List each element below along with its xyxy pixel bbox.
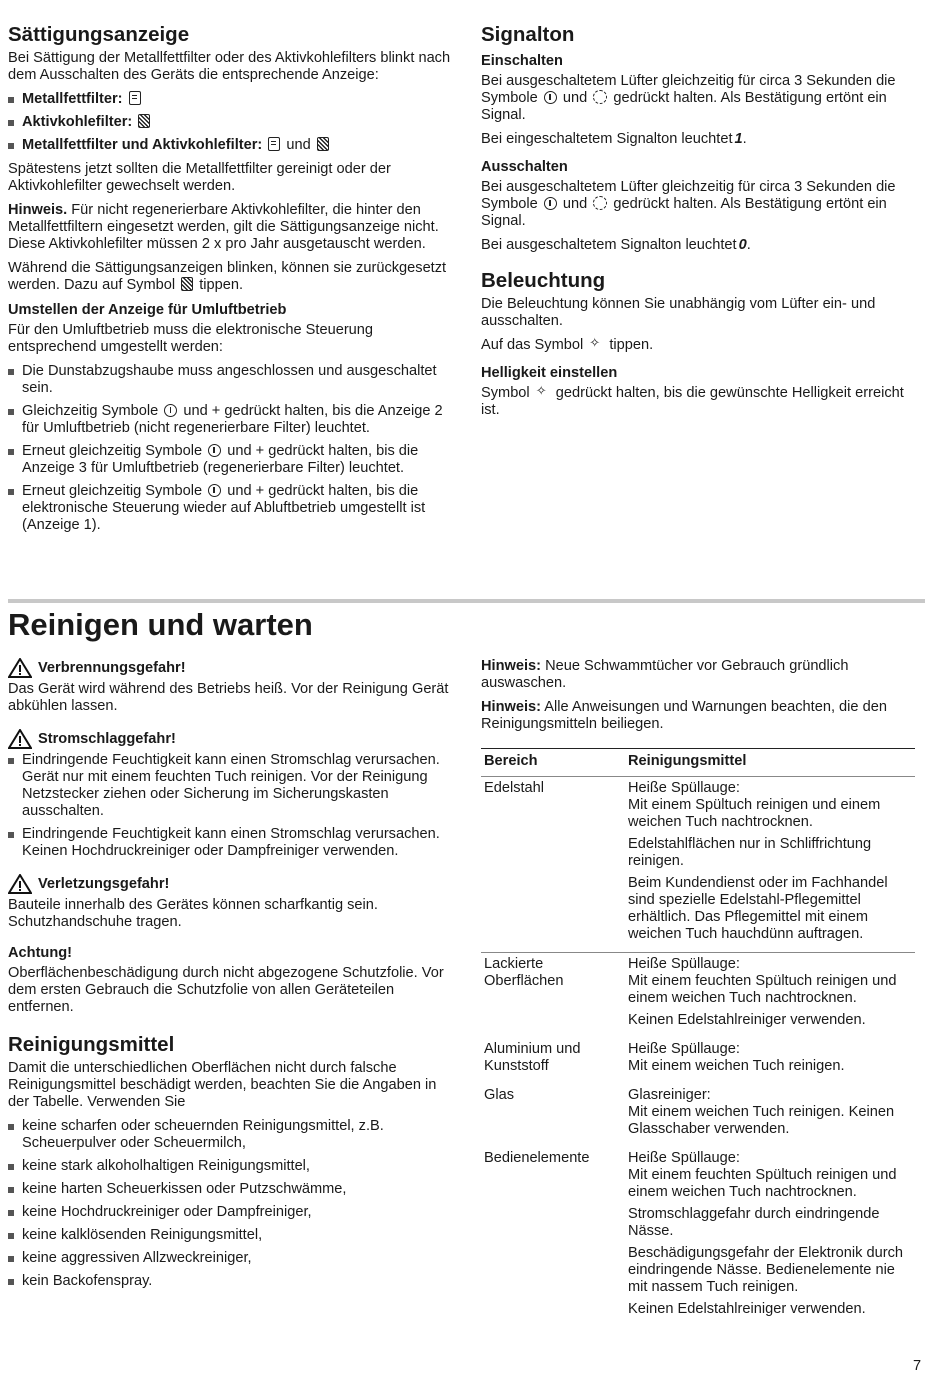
warning-title: Verbrennungsgefahr! [38, 659, 186, 676]
achtung-text: Oberflächenbeschädigung durch nicht abgezogene Schutzfolie. Vor dem ersten Gebrauch die Schutzfolie von allen Geräteteilen entfernen. [8, 965, 444, 1015]
helligkeit-text [481, 385, 926, 419]
warning-triangle-icon [8, 874, 32, 894]
display-digit: 0 [738, 237, 747, 253]
list-item: keine Hochdruckreiniger oder Dampfreiniger, [8, 1204, 456, 1221]
text: und [562, 90, 588, 106]
cleaning-table-section [481, 658, 921, 1327]
cell-bereich: Bedienelemente [484, 1150, 590, 1166]
beleuchtung-heading: Beleuchtung [481, 269, 606, 292]
list-item [8, 403, 456, 437]
hinweis-2 [481, 699, 921, 733]
hinweis-1 [481, 658, 921, 692]
beleuchtung-p2 [481, 337, 926, 354]
carbon-filter-icon [138, 114, 150, 128]
cleaning-table [481, 748, 915, 1327]
cell-bereich: Aluminium und Kunststoff [484, 1041, 581, 1074]
cell-reinigungsmittel [625, 953, 915, 1039]
list-item [8, 137, 456, 154]
cleaning-instruction: Edelstahlflächen nur in Schliffrichtung reinigen. [628, 836, 872, 869]
list-item: keine kalklösenden Reinigungsmittel, [8, 1227, 456, 1244]
list-item: kein Backofenspray. [8, 1273, 456, 1290]
item-label: Metallfettfilter: [22, 91, 123, 107]
cleaning-instruction: Glasreiniger: Mit einem weichen Tuch reinigen. Keinen Glasschaber verwenden. [628, 1087, 895, 1137]
cleaning-instruction: Heiße Spüllauge: Mit einem feuchten Spültuch reinigen und einem weichen Tuch nachtrocknen. [628, 1150, 897, 1200]
carbon-filter-icon [317, 137, 329, 151]
grease-filter-icon [268, 137, 280, 151]
cell-bereich: Edelstahl [481, 777, 625, 953]
saettigung-list [8, 91, 456, 154]
cell-reinigungsmittel [625, 1038, 915, 1084]
warning-header [8, 729, 456, 749]
helligkeit-heading: Helligkeit einstellen [481, 365, 618, 381]
text: Bei ausgeschaltetem Signalton leuchtet [481, 237, 737, 253]
saettigung-section [8, 22, 456, 541]
warning-triangle-icon [8, 729, 32, 749]
power-icon [208, 444, 221, 457]
reset-text: Während die Sättigungsanzeigen blinken, können sie zurückgesetzt werden. Dazu auf Symbol [8, 260, 447, 293]
saettigung-intro: Bei Sättigung der Metallfettfilter oder des Aktivkohlefilters blinkt nach dem Ausschalten des Geräts die entsprechende Anzeige: [8, 50, 451, 83]
list-item: Eindringende Feuchtigkeit kann einen Stromschlag verursachen. Keinen Hochdruckreiniger oder Dampfreiniger verwenden. [8, 826, 456, 860]
light-icon [536, 385, 550, 399]
umluft-list [8, 363, 456, 534]
item-text: Erneut gleichzeitig Symbole [22, 483, 203, 499]
item-text: und + gedrückt halten, bis die elektronische Steuerung wieder auf Abluftbetrieb umgestellt ist (Anzeige 1). [22, 483, 426, 533]
text: Bei eingeschaltetem Signalton leuchtet [481, 131, 733, 147]
cleaning-instruction: Beschädigungsgefahr der Elektronik durch eindringende Nässe. Bedienelemente nie mit nassem Tuch reinigen. [628, 1245, 904, 1295]
warning-injury [8, 874, 456, 931]
item-text: Erneut gleichzeitig Symbole [22, 443, 203, 459]
und-text: und [286, 137, 311, 153]
power-icon [164, 404, 177, 417]
hinweis-text: Für nicht regenerierbare Aktivkohlefilter, die hinter den Metallfettfiltern eingesetzt werden, gilt die Sättigungsanzeige nicht. Diese Aktivkohlefilter müssen 2 x pro Jahr ausgetauscht werden. [8, 202, 439, 252]
text: Bei ausgeschaltetem Lüfter gleichzeitig für circa 3 Sekunden die Symbole [481, 73, 896, 106]
list-item: keine harten Scheuerkissen oder Putzschwämme, [8, 1181, 456, 1198]
table-row [481, 1084, 915, 1147]
column-header-reinigungsmittel: Reinigungsmittel [625, 749, 915, 777]
timer-icon [593, 196, 607, 210]
einschalten-heading: Einschalten [481, 53, 563, 69]
cleaning-instruction: Keinen Edelstahlreiniger verwenden. [628, 1301, 866, 1317]
reinigungsmittel-list [8, 1118, 456, 1290]
umluft-intro: Für den Umluftbetrieb muss die elektronische Steuerung entsprechend umgestellt werden: [8, 322, 374, 355]
warning-title: Verletzungsgefahr! [38, 875, 170, 892]
warning-electric [8, 729, 456, 860]
grease-filter-icon [129, 91, 141, 105]
timer-icon [593, 90, 607, 104]
list-item [8, 91, 456, 108]
ausschalten-heading: Ausschalten [481, 159, 568, 175]
hinweis-label: Hinweis. [8, 202, 68, 218]
cleaning-instruction: Beim Kundendienst oder im Fachhandel sind spezielle Edelstahl-Pflegemittel erhältlich. Das Pflegemittel mit einem weichen Tuch hauchdünn auftragen. [628, 875, 888, 942]
table-body [481, 777, 915, 1328]
warnings-section [8, 658, 456, 1297]
item-label: Metallfettfilter und Aktivkohlefilter: [22, 137, 263, 153]
cell-reinigungsmittel [625, 1147, 915, 1327]
reset-text-end: tippen. [199, 277, 244, 293]
saettigung-p2: Spätestens jetzt sollten die Metallfettfilter gereinigt oder der Aktivkohlefilter gewechselt werden. [8, 161, 391, 194]
text: gedrückt halten. Als Bestätigung ertönt ein Signal. [481, 90, 887, 123]
einschalten-status: Bei eingeschaltetem Signalton leuchtet 1. [481, 131, 747, 147]
item-text: Gleichzeitig Symbole [22, 403, 159, 419]
list-item [8, 483, 456, 534]
warning-burn [8, 658, 456, 715]
power-icon [544, 197, 557, 210]
warning-text: Bauteile innerhalb des Gerätes können scharfkantig sein. Schutzhandschuhe tragen. [8, 897, 378, 930]
hinweis-text: Alle Anweisungen und Warnungen beachten, die den Reinigungsmitteln beiliegen. [481, 699, 887, 732]
list-item: keine stark alkoholhaltigen Reinigungsmittel, [8, 1158, 456, 1175]
ausschalten-text [481, 179, 926, 230]
display-digit: 1 [734, 131, 743, 147]
cleaning-instruction: Stromschlaggefahr durch eindringende Nässe. [628, 1206, 880, 1239]
power-icon [208, 484, 221, 497]
text: Bei ausgeschaltetem Lüfter gleichzeitig für circa 3 Sekunden die Symbole [481, 179, 896, 212]
warning-text: Das Gerät wird während des Betriebs heiß. Vor der Reinigung Gerät abkühlen lassen. [8, 681, 449, 714]
text: gedrückt halten, bis die gewünschte Helligkeit erreicht ist. [481, 385, 904, 418]
list-item [8, 443, 456, 477]
warning-title: Stromschlaggefahr! [38, 730, 176, 747]
cleaning-instruction: Keinen Edelstahlreiniger verwenden. [628, 1012, 866, 1028]
table-row [481, 1038, 915, 1084]
list-item: keine aggressiven Allzweckreiniger, [8, 1250, 456, 1267]
table-row [481, 953, 915, 1039]
signalton-section [481, 22, 926, 426]
signalton-heading: Signalton [481, 23, 575, 46]
hinweis-text: Neue Schwammtücher vor Gebrauch gründlich auswaschen. [481, 658, 849, 691]
warning-list [8, 752, 456, 860]
list-item: Eindringende Feuchtigkeit kann einen Stromschlag verursachen. Gerät nur mit einem feuchten Tuch reinigen. Vor der Reinigung Netzstecker ziehen oder Sicherung im Sicherungskasten ausschalten. [8, 752, 456, 820]
ausschalten-status: Bei ausgeschaltetem Signalton leuchtet 0. [481, 237, 751, 253]
table-row [481, 1147, 915, 1327]
page-number: 7 [913, 1358, 922, 1374]
text: Auf das Symbol [481, 337, 584, 353]
beleuchtung-p1: Die Beleuchtung können Sie unabhängig vom Lüfter ein- und ausschalten. [481, 296, 876, 329]
hinweis-label: Hinweis: [481, 699, 542, 715]
table-row [481, 777, 915, 953]
cell-bereich: Glas [484, 1087, 515, 1103]
reinigungsmittel-heading: Reinigungsmittel [8, 1033, 175, 1056]
warning-triangle-icon [8, 658, 32, 678]
cell-bereich: Lackierte Oberflächen [484, 956, 564, 989]
saettigung-hinweis [8, 202, 456, 253]
reinigungsmittel-intro: Damit die unterschiedlichen Oberflächen nicht durch falsche Reinigungsmittel beschädigt werden, beachten Sie die Angaben in der Tabelle. Verwenden Sie [8, 1060, 437, 1110]
power-icon [544, 91, 557, 104]
cell-reinigungsmittel [625, 777, 915, 953]
cell-reinigungsmittel [625, 1084, 915, 1147]
saettigung-reset [8, 260, 456, 294]
hinweis-label: Hinweis: [481, 658, 542, 674]
text: tippen. [609, 337, 654, 353]
list-item: keine scharfen oder scheuernden Reinigungsmittel, z.B. Scheuerpulver oder Scheuermilch, [8, 1118, 456, 1152]
list-item: Die Dunstabzugshaube muss angeschlossen und ausgeschaltet sein. [8, 363, 456, 397]
text: und [562, 196, 588, 212]
light-icon [589, 337, 603, 351]
saettigung-heading: Sättigungsanzeige [8, 23, 190, 46]
warning-header [8, 658, 456, 678]
table-header-row [481, 749, 915, 777]
umluft-heading: Umstellen der Anzeige für Umluftbetrieb [8, 302, 287, 318]
item-text: und + gedrückt halten, bis die Anzeige 2 für Umluftbetrieb (nicht regenerierbare Filter) leuchtet. [22, 403, 443, 436]
cleaning-instruction: Heiße Spüllauge: Mit einem feuchten Spültuch reinigen und einem weichen Tuch nachtrocknen. [628, 956, 897, 1006]
einschalten-text [481, 73, 926, 124]
list-item [8, 114, 456, 131]
column-header-bereich: Bereich [481, 749, 625, 777]
item-text: und + gedrückt halten, bis die Anzeige 3 für Umluftbetrieb (regenerierbare Filter) leuchtet. [22, 443, 419, 476]
cleaning-instruction: Heiße Spüllauge: Mit einem weichen Tuch reinigen. [628, 1041, 845, 1074]
warning-header [8, 874, 456, 894]
filter-reset-icon [181, 277, 193, 291]
text: gedrückt halten. Als Bestätigung ertönt ein Signal. [481, 196, 887, 229]
item-label: Aktivkohlefilter: [22, 114, 133, 130]
section-divider [8, 599, 925, 603]
cleaning-instruction: Heiße Spüllauge: Mit einem Spültuch reinigen und einem weichen Tuch nachtrocknen. [628, 780, 881, 830]
section-title: Reinigen und warten [8, 607, 313, 642]
text: Symbol [481, 385, 530, 401]
achtung-title: Achtung! [8, 945, 73, 961]
